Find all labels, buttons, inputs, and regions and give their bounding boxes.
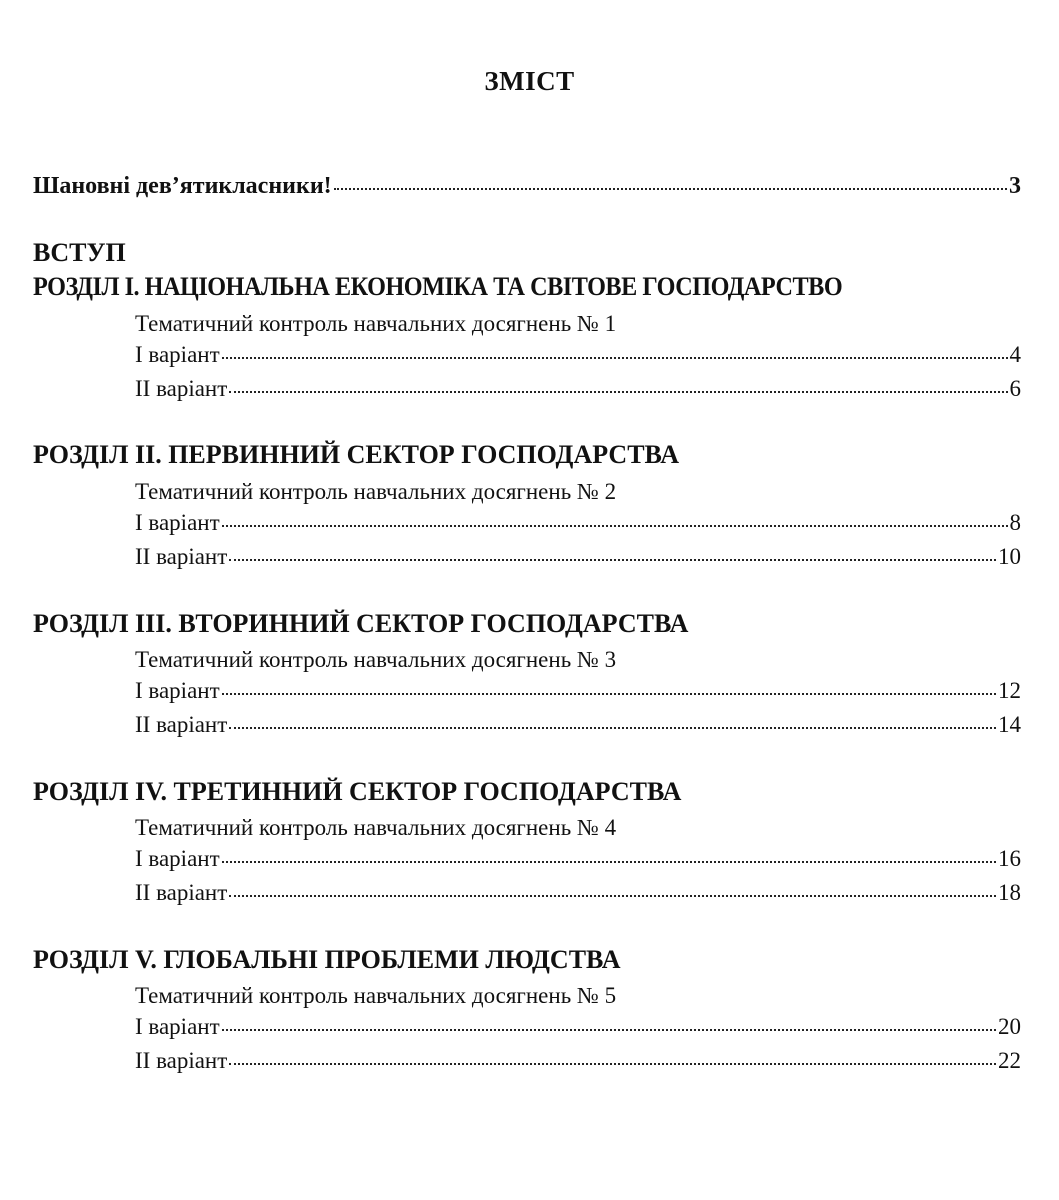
toc-entry-label: II варіант [135, 544, 228, 569]
dot-leader [229, 1063, 996, 1065]
toc-entry-label: I варіант [135, 846, 220, 871]
dot-leader [229, 895, 996, 897]
toc-entry-label: I варіант [135, 1014, 220, 1039]
toc-entry-variant[interactable] [135, 376, 1021, 402]
dot-leader [229, 727, 996, 729]
dot-leader [229, 559, 996, 561]
toc-page-number: 14 [998, 712, 1021, 737]
section-heading[interactable]: РОЗДІЛ III. ВТОРИННИЙ СЕКТОР ГОСПОДАРСТВА [33, 609, 689, 638]
section-subtitle: Тематичний контроль навчальних досягнень № 4 [135, 815, 617, 840]
toc-heading-vstup[interactable]: ВСТУП [33, 238, 126, 267]
toc-entry-variant[interactable] [135, 678, 1021, 704]
dot-leader [229, 391, 1007, 393]
toc-page-number: 12 [998, 678, 1021, 703]
dot-leader [222, 525, 1008, 527]
toc-entry-label: II варіант [135, 376, 228, 401]
toc-page-number: 20 [998, 1014, 1021, 1039]
toc-entry-label: I варіант [135, 510, 220, 535]
toc-entry-variant[interactable] [135, 544, 1021, 570]
dot-leader [334, 188, 1007, 190]
toc-entry-variant[interactable] [135, 1014, 1021, 1040]
dot-leader [222, 1029, 996, 1031]
section-heading[interactable]: РОЗДІЛ V. ГЛОБАЛЬНІ ПРОБЛЕМИ ЛЮДСТВА [33, 945, 621, 974]
section-heading[interactable]: РОЗДІЛ IV. ТРЕТИННИЙ СЕКТОР ГОСПОДАРСТВА [33, 777, 682, 806]
toc-page-number: 6 [1009, 376, 1021, 401]
section-subtitle: Тематичний контроль навчальних досягнень № 3 [135, 647, 617, 672]
toc-page-number: 10 [998, 544, 1021, 569]
toc-entry-label: II варіант [135, 712, 228, 737]
section-heading[interactable]: РОЗДІЛ I. НАЦІОНАЛЬНА ЕКОНОМІКА ТА СВІТОВЕ ГОСПОДАРСТВО [33, 272, 843, 301]
dot-leader [222, 693, 996, 695]
toc-entry-variant[interactable] [135, 510, 1021, 536]
section-subtitle: Тематичний контроль навчальних досягнень № 2 [135, 479, 617, 504]
toc-entry-variant[interactable] [135, 846, 1021, 872]
toc-entry-label: II варіант [135, 880, 228, 905]
toc-entry-label: II варіант [135, 1048, 228, 1073]
toc-entry-variant[interactable] [135, 1048, 1021, 1074]
toc-entry-label: I варіант [135, 678, 220, 703]
section-subtitle: Тематичний контроль навчальних досягнень № 5 [135, 983, 617, 1008]
toc-entry-variant[interactable] [135, 342, 1021, 368]
toc-entry-label: Шановні дев’ятикласники! [33, 173, 332, 199]
toc-entry-variant[interactable] [135, 880, 1021, 906]
toc-page-number: 18 [998, 880, 1021, 905]
toc-page-number: 16 [998, 846, 1021, 871]
toc-page-number: 3 [1009, 173, 1021, 199]
toc-entry-label: I варіант [135, 342, 220, 367]
toc-page-number: 8 [1009, 510, 1021, 535]
section-heading[interactable]: РОЗДІЛ II. ПЕРВИННИЙ СЕКТОР ГОСПОДАРСТВА [33, 440, 680, 469]
toc-entry-variant[interactable] [135, 712, 1021, 738]
toc-entry-intro[interactable] [33, 173, 1021, 200]
toc-page-number: 4 [1009, 342, 1021, 367]
page-title: ЗМІСТ [484, 66, 575, 96]
dot-leader [222, 861, 996, 863]
toc-page-number: 22 [998, 1048, 1021, 1073]
section-subtitle: Тематичний контроль навчальних досягнень № 1 [135, 311, 617, 336]
dot-leader [222, 357, 1008, 359]
